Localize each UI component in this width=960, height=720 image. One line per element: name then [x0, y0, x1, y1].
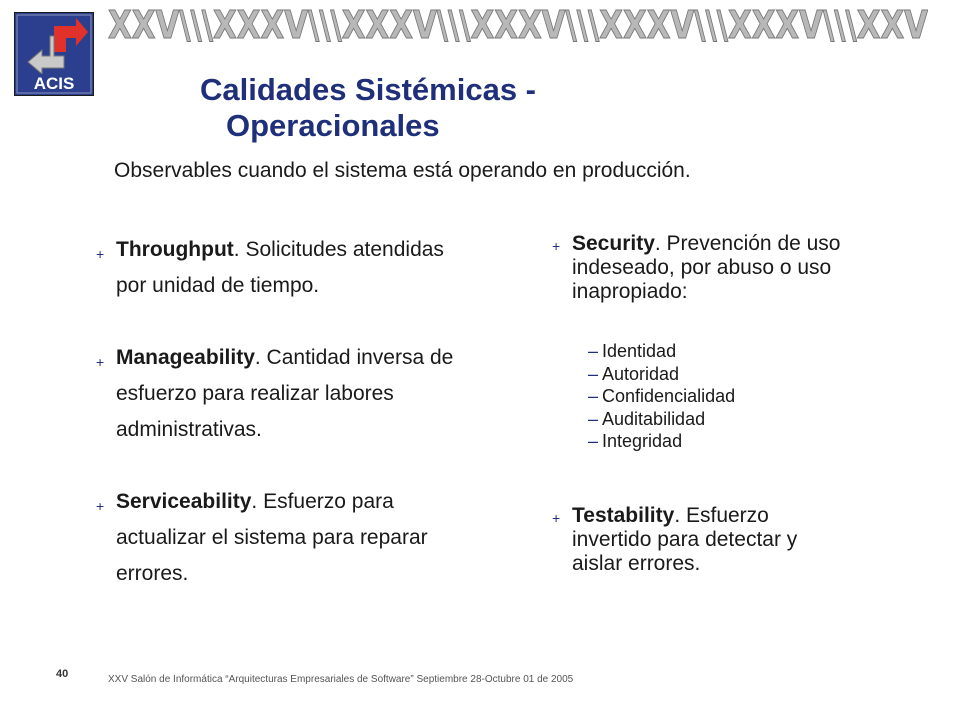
list-item-testability: [552, 504, 932, 576]
dash-bullet-icon: –: [588, 408, 599, 429]
list-item-security: [552, 232, 932, 304]
item-text: inapropiado:: [572, 280, 688, 303]
item-term: Serviceability: [116, 490, 252, 513]
dash-bullet-icon: –: [588, 341, 599, 361]
sublist-item: [588, 385, 735, 408]
dash-bullet-icon: –: [588, 386, 599, 406]
list-item-serviceability: [96, 484, 552, 592]
item-text: . Prevención de uso: [654, 232, 841, 255]
right-column: [552, 232, 932, 304]
plus-bullet-icon: +: [96, 246, 105, 262]
security-sublist: [588, 340, 735, 453]
sublist-item: [588, 340, 735, 363]
item-text: aislar errores.: [572, 552, 701, 575]
sublist-text: Integridad: [602, 431, 683, 451]
item-term: Throughput: [116, 238, 234, 261]
title-line-1: Calidades Sistémicas -: [200, 72, 536, 107]
logo-text: ACIS: [33, 74, 75, 93]
header-banner: [108, 4, 928, 44]
item-term: Security: [572, 232, 655, 255]
plus-bullet-icon: +: [96, 498, 105, 514]
plus-bullet-icon: +: [96, 354, 105, 370]
item-text: administrativas.: [116, 418, 262, 441]
item-text: por unidad de tiempo.: [116, 274, 320, 297]
sublist-item: [588, 430, 735, 453]
right-column-bottom: [552, 504, 932, 576]
item-term: Testability: [572, 504, 675, 527]
banner-text: XXV\\\XXXV\\\XXXV\\\XXXV\\\XXXV\\\XXXV\\\XXV: [108, 4, 928, 44]
item-text: . Cantidad inversa de: [254, 346, 454, 369]
page-number: 40: [56, 668, 69, 680]
item-text: . Solicitudes atendidas: [233, 238, 444, 261]
item-text: actualizar el sistema para reparar: [116, 526, 428, 549]
item-text: indeseado, por abuso o uso: [572, 256, 832, 279]
title-line-2: Operacionales: [226, 108, 440, 143]
sublist-text: Auditabilidad: [602, 408, 706, 429]
slide-title: [200, 72, 536, 144]
left-column: [96, 232, 552, 592]
list-item-manageability: [96, 340, 552, 448]
dash-bullet-icon: –: [588, 431, 599, 451]
slide-subtitle: Observables cuando el sistema está operando en producción.: [114, 159, 691, 182]
item-text: . Esfuerzo: [674, 504, 769, 527]
item-text: errores.: [116, 562, 189, 585]
item-term: Manageability: [116, 346, 255, 369]
acis-logo-graphic: [14, 12, 94, 96]
acis-logo: [14, 12, 94, 96]
sublist-item: [588, 408, 735, 431]
dash-bullet-icon: –: [588, 363, 599, 384]
plus-bullet-icon: +: [552, 510, 561, 526]
plus-bullet-icon: +: [552, 238, 561, 254]
footer-text: XXV Salón de Informática “Arquitecturas Empresariales de Software” Septiembre 28-Octubre 01 de 2005: [108, 674, 574, 685]
sublist-text: Autoridad: [602, 363, 680, 384]
item-text: . Esfuerzo para: [251, 490, 394, 513]
item-text: esfuerzo para realizar labores: [116, 382, 394, 405]
item-text: invertido para detectar y: [572, 528, 798, 551]
list-item-throughput: [96, 232, 552, 304]
sublist-item: [588, 363, 735, 386]
sublist-text: Identidad: [602, 341, 677, 361]
sublist-text: Confidencialidad: [602, 386, 736, 406]
